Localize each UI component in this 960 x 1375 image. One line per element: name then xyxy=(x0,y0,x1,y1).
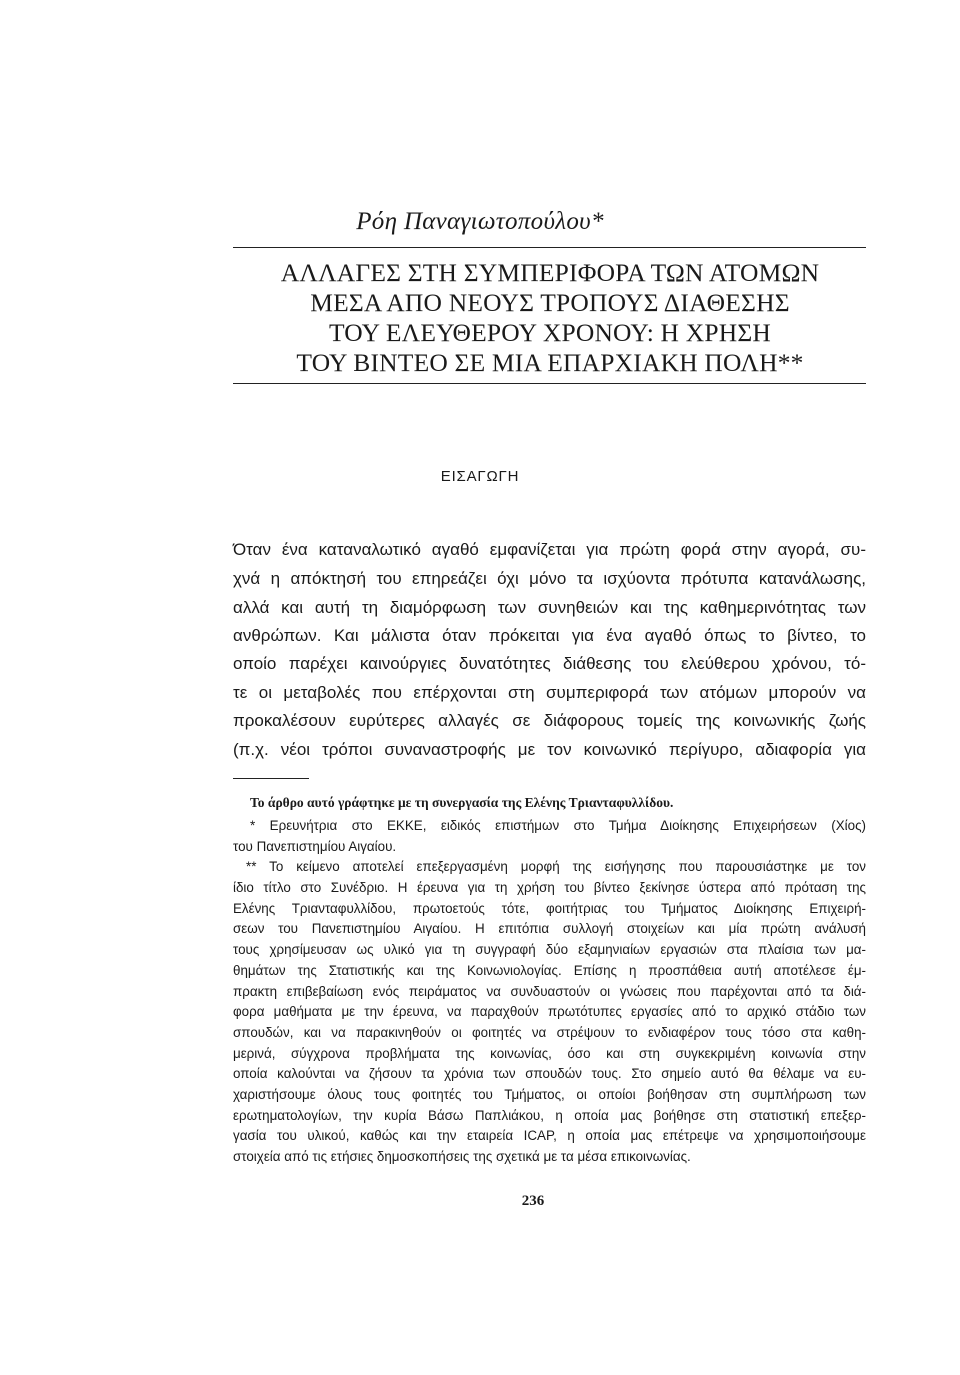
title-top-rule xyxy=(233,247,866,248)
footnote-line: τους χρησίμευσαν ως υλικό για τη συγγραφή δύο εξαμηνιαίων εργασιών στα πλαίσια των μα- xyxy=(233,942,866,957)
body-line: αλλά και αυτή τη διαμόρφωση των συνηθειών και της καθημερινότητας των xyxy=(233,598,866,617)
section-heading: ΕΙΣΑΓΩΓΗ xyxy=(440,468,520,485)
footnote-rule xyxy=(233,778,309,779)
footnote-line: του Πανεπιστημίου Αιγαίου. xyxy=(233,839,397,854)
footnote-line: γασία του υλικού, καθώς και την εταιρεία ICAP, η οποία μας επέτρεψε να χρησιμοποιήσουμε xyxy=(233,1128,866,1143)
page-number: 236 xyxy=(521,1193,545,1209)
title-line: ΜΕΣΑ ΑΠΟ ΝΕΟΥΣ ΤΡΟΠΟΥΣ ΔΙΑΘΕΣΗΣ xyxy=(310,288,790,317)
footnote-line: πρακτη επιβεβαίωση ενός πειράματος να συνδυαστούν οι γνώσεις που παρέχονται από τα διά- xyxy=(233,984,866,999)
footnote-line: ** Το κείμενο αποτελεί επεξεργασμένη μορφή της εισήγησης που παρουσιάστηκε με τον xyxy=(246,859,866,874)
footnote-line: οποία καλούνται να ζήσουν τα χρόνια των σπουδών τους. Στο σημείο αυτό θα θέλαμε να ευ- xyxy=(233,1066,866,1081)
footnote-line: σεων του Πανεπιστημίου Αιγαίου. Η επιτόπια συλλογή στοιχείων και μία πρώτη ανάλυσή xyxy=(233,921,866,936)
footnote-line: Ελένης Τριανταφυλλίδου, πρωτοετούς τότε, φοιτήτριας του Τμήματος Διοίκησης Επιχειρή- xyxy=(233,901,866,916)
title-line: ΑΛΛΑΓΕΣ ΣΤΗ ΣΥΜΠΕΡΙΦΟΡΑ ΤΩΝ ΑΤΟΜΩΝ xyxy=(280,258,820,287)
footnote-line: ίδιο τίτλο στο Συνέδριο. Η έρευνα για τη χρήση του βίντεο ξεκίνησε ύστερα από πρόταση της xyxy=(233,880,866,895)
footnote-heading: Το άρθρο αυτό γράφτηκε με τη συνεργασία της Ελένης Τριανταφυλλίδου. xyxy=(250,795,674,810)
footnote-line: μερινά, σύγχρονα προβλήματα της κοινωνίας, όσο και στη συγκεκριμένη κοινωνία στην xyxy=(233,1046,866,1061)
body-line: (π.χ. νέοι τρόποι συναναστροφής με τον κοινωνικό περίγυρο, αδιαφορία για xyxy=(233,740,866,759)
title-bottom-rule xyxy=(233,383,866,384)
footnote-line: στοιχεία από τις ετήσιες δημοσκοπήσεις της σχετικά με τα μέσα επικοινωνίας. xyxy=(233,1149,691,1164)
footnote-line: θημάτων της Στατιστικής και της Κοινωνιολογίας. Επίσης η προσπάθεια αυτή αποτέλεσε έμ- xyxy=(233,963,866,978)
body-line: τε οι μεταβολές που επέρχονται στη συμπεριφορά των ατόμων μπορούν να xyxy=(233,683,866,702)
article-title xyxy=(200,258,900,378)
body-line: προκαλέσουν ευρύτερες αλλαγές σε διάφορους τομείς της κοινωνικής ζωής xyxy=(233,711,866,730)
footnote-line: φορα μαθήματα με την έρευνα, να παραχθούν πρωτότυπες εργασίες από το αρχικό στάδιο των xyxy=(233,1004,866,1019)
body-line: ανθρώπων. Και μάλιστα όταν πρόκειται για ένα αγαθό όπως το βίντεο, το xyxy=(233,626,866,645)
body-line: Όταν ένα καταναλωτικό αγαθό εμφανίζεται για πρώτη φορά στην αγορά, συ- xyxy=(233,540,866,559)
author-name: Ρόη Παναγιωτοπούλου* xyxy=(356,208,604,235)
body-line: χνά η απόκτησή του επηρεάζει όχι μόνο τα ισχύοντα πρότυπα κατανάλωσης, xyxy=(233,569,866,588)
footnote-line: ερωτηματολογίων, την κυρία Βάσω Παπλιάκου, η οποία μας βοήθησε στη στατιστική επεξερ- xyxy=(233,1108,866,1123)
title-line: ΤΟΥ ΕΛΕΥΘΕΡΟΥ ΧΡΟΝΟΥ: Η ΧΡΗΣΗ xyxy=(328,318,772,347)
footnote-line: * Ερευνήτρια στο ΕΚΚΕ, ειδικός επιστήμων στο Τμήμα Διοίκησης Επιχειρήσεων (Χίος) xyxy=(250,818,866,833)
title-line: ΤΟΥ ΒΙΝΤΕΟ ΣΕ ΜΙΑ ΕΠΑΡΧΙΑΚΗ ΠΟΛΗ** xyxy=(296,348,804,377)
footnote-line: σπουδών, και να παρακινηθούν οι φοιτητές να στρέψουν το ενδιαφέρον τους τόσο στα καθη- xyxy=(233,1025,866,1040)
footnote-line: χαριστήσουμε όλους τους φοιτητές του Τμήματος, οι οποίοι βοήθησαν στη συμπλήρωση των xyxy=(233,1087,866,1102)
body-line: οποίο παρέχει καινούργιες δυνατότητες διάθεσης του ελεύθερου χρόνου, τό- xyxy=(233,654,866,673)
